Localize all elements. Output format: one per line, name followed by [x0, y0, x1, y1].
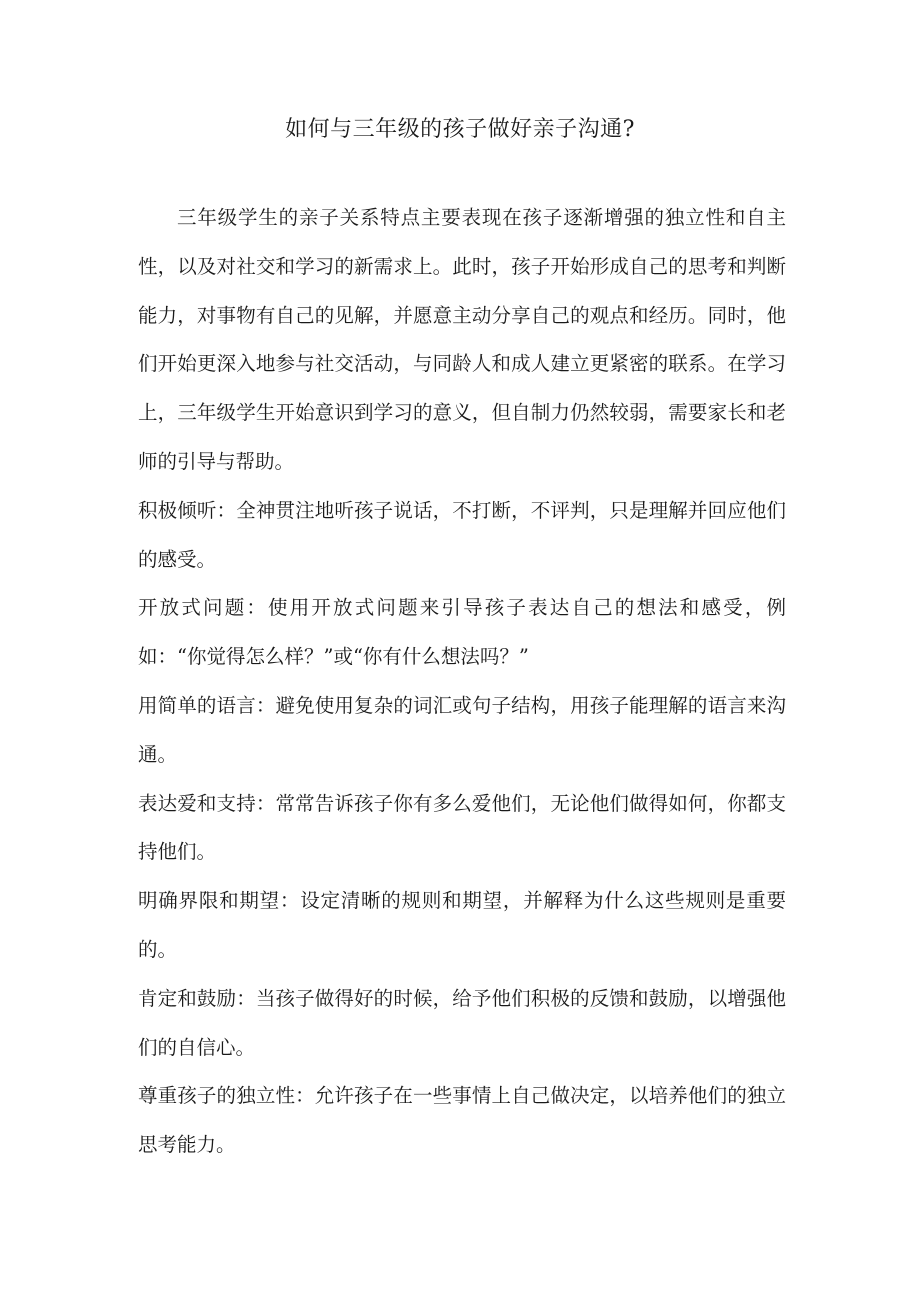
document-title: 如何与三年级的孩子做好亲子沟通?	[285, 117, 635, 142]
tip-boundaries: 明确界限和期望：设定清晰的规则和期望，并解释为什么这些规则是重要的。	[138, 889, 786, 961]
intro-paragraph: 三年级学生的亲子关系特点主要表现在孩子逐渐增强的独立性和自主性，以及对社交和学习的新需求上。此时，孩子开始形成自己的思考和判断能力，对事物有自己的见解，并愿意主动分享自己的观点和经历。同时，他们开始更深入地参与社交活动，与同龄人和成人建立更紧密的联系。在学习上，三年级学生开始意识到学习的意义，但自制力仍然较弱，需要家长和老师的引导与帮助。	[138, 206, 786, 473]
tip-open-questions: 开放式问题：使用开放式问题来引导孩子表达自己的想法和感受，例如：“你觉得怎么样？”或“你有什么想法吗？”	[138, 596, 786, 669]
tip-love-and-support: 表达爱和支持：常常告诉孩子你有多么爱他们，无论他们做得如何，你都支持他们。	[138, 791, 786, 864]
tip-simple-language: 用简单的语言：避免使用复杂的词汇或句子结构，用孩子能理解的语言来沟通。	[138, 693, 786, 766]
tip-active-listening: 积极倾听：全神贯注地听孩子说话，不打断，不评判，只是理解并回应他们的感受。	[138, 498, 786, 571]
tip-independence: 尊重孩子的独立性：允许孩子在一些事情上自己做决定，以培养他们的独立思考能力。	[138, 1084, 786, 1157]
document-body	[138, 194, 786, 1170]
tip-encouragement: 肯定和鼓励：当孩子做得好的时候，给予他们积极的反馈和鼓励，以增强他们的自信心。	[138, 986, 786, 1059]
